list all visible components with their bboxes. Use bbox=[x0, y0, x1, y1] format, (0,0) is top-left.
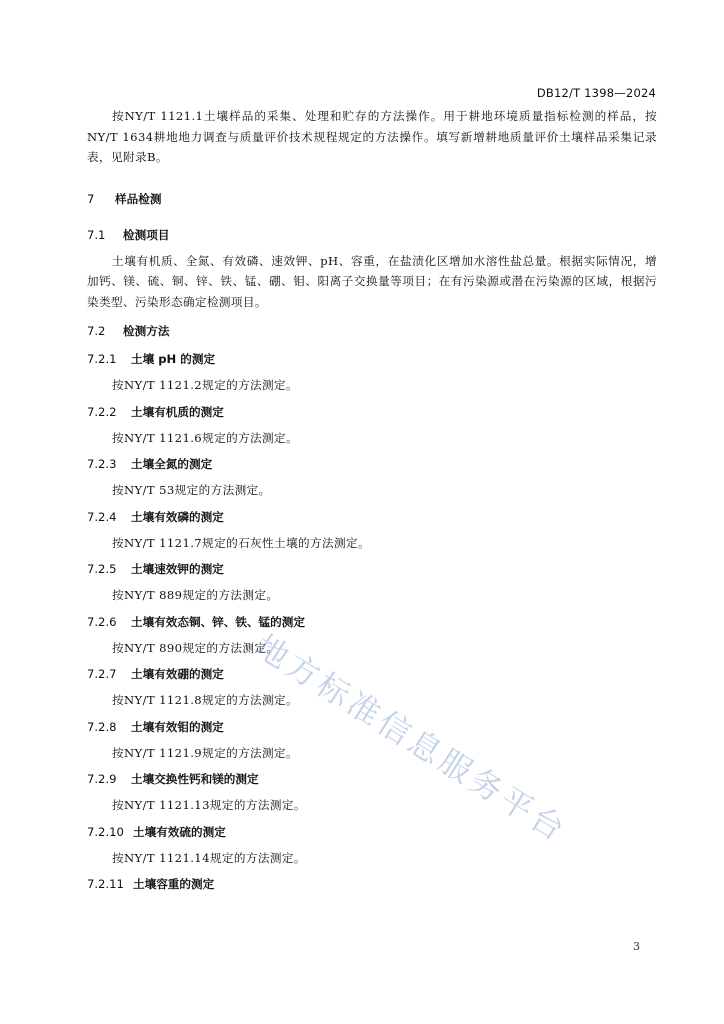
subsection-paragraph: 按NY/T 1121.6规定的方法测定。 bbox=[112, 430, 299, 445]
method-item bbox=[87, 874, 657, 894]
method-item bbox=[87, 559, 657, 606]
watermark: 地方标准信息服务平台 bbox=[248, 627, 575, 851]
method-item bbox=[87, 717, 657, 764]
method-item bbox=[87, 612, 657, 659]
subsection-heading bbox=[87, 664, 657, 684]
subsection-heading bbox=[87, 874, 657, 894]
subsection-heading bbox=[87, 559, 657, 579]
subsection-number: 7.2.6 bbox=[87, 614, 117, 629]
subsection-title: 土壤有效钼的测定 bbox=[131, 719, 224, 734]
subsection-heading bbox=[87, 454, 657, 474]
subsection-heading bbox=[87, 769, 657, 789]
subsection-heading bbox=[87, 612, 657, 632]
section-number: 7.2 bbox=[87, 324, 106, 338]
subsection-number: 7.2.10 bbox=[87, 824, 124, 839]
subsection-paragraph: 按NY/T 889规定的方法测定。 bbox=[112, 588, 279, 602]
subsection-title: 土壤 pH 的测定 bbox=[131, 352, 216, 366]
method-item bbox=[87, 769, 657, 816]
subsection-title: 土壤有效硫的测定 bbox=[133, 824, 226, 839]
section-7-1-paragraph: 土壤有机质、全氮、有效磷、速效钾、pH、容重，在盐渍化区增加水溶性盐总量。根据实际情况，增加钙、镁、硫、铜、锌、铁、锰、硼、钼、阳离子交换量等项目；在有污染源或潜在污染源的区域，根据污染类型、污染形态确定检测项目。 bbox=[87, 253, 657, 309]
subsection-paragraph: 按NY/T 53规定的方法测定。 bbox=[112, 483, 271, 497]
subsection-title: 土壤有机质的测定 bbox=[131, 404, 224, 419]
section-number: 7.1 bbox=[87, 227, 106, 242]
subsection-paragraph: 按NY/T 1121.8规定的方法测定。 bbox=[112, 693, 299, 707]
subsection-paragraph: 按NY/T 890规定的方法测定。 bbox=[112, 640, 279, 655]
subsection-number: 7.2.9 bbox=[87, 772, 117, 786]
method-item bbox=[87, 349, 657, 396]
method-item bbox=[87, 822, 657, 869]
section-title: 样品检测 bbox=[115, 191, 162, 206]
subsection-paragraph: 按NY/T 1121.7规定的石灰性土壤的方法测定。 bbox=[112, 535, 370, 550]
subsection-title: 土壤速效钾的测定 bbox=[131, 562, 224, 576]
document-body bbox=[87, 106, 657, 900]
section-7-heading bbox=[87, 189, 657, 209]
subsection-heading bbox=[87, 507, 657, 527]
method-item bbox=[87, 402, 657, 449]
method-item bbox=[87, 454, 657, 501]
subsection-paragraph: 按NY/T 1121.14规定的方法测定。 bbox=[112, 850, 306, 865]
subsection-title: 土壤容重的测定 bbox=[133, 877, 215, 891]
subsection-number: 7.2.1 bbox=[87, 352, 117, 366]
subsection-number: 7.2.3 bbox=[87, 457, 117, 471]
method-list bbox=[87, 349, 657, 894]
section-7-2-heading bbox=[87, 321, 657, 341]
subsection-number: 7.2.8 bbox=[87, 719, 117, 734]
subsection-number: 7.2.2 bbox=[87, 404, 117, 419]
subsection-heading bbox=[87, 402, 657, 422]
subsection-heading bbox=[87, 349, 657, 369]
subsection-heading bbox=[87, 717, 657, 737]
subsection-paragraph: 按NY/T 1121.2规定的方法测定。 bbox=[112, 378, 299, 392]
section-title: 检测方法 bbox=[123, 324, 170, 338]
subsection-paragraph: 按NY/T 1121.9规定的方法测定。 bbox=[112, 745, 299, 760]
doc-id: DB12/T 1398—2024 bbox=[536, 86, 656, 100]
method-item bbox=[87, 664, 657, 711]
subsection-title: 土壤全氮的测定 bbox=[131, 457, 213, 471]
subsection-title: 土壤有效硼的测定 bbox=[131, 667, 224, 681]
intro-paragraph: 按NY/T 1121.1土壤样品的采集、处理和贮存的方法操作。用于耕地环境质量指标检测的样品，按NY/T 1634耕地地力调查与质量评价技术规程规定的方法操作。填写新增耕地质量评价土壤样品采集记录表，见附录B。 bbox=[87, 109, 657, 164]
subsection-number: 7.2.5 bbox=[87, 562, 117, 576]
method-item bbox=[87, 507, 657, 554]
subsection-heading bbox=[87, 822, 657, 842]
section-7-1-heading bbox=[87, 225, 657, 245]
subsection-title: 土壤交换性钙和镁的测定 bbox=[131, 772, 259, 786]
subsection-number: 7.2.7 bbox=[87, 667, 117, 681]
subsection-title: 土壤有效磷的测定 bbox=[131, 509, 224, 524]
page-number: 3 bbox=[633, 940, 640, 953]
subsection-title: 土壤有效态铜、锌、铁、锰的测定 bbox=[131, 614, 305, 629]
subsection-paragraph: 按NY/T 1121.13规定的方法测定。 bbox=[112, 798, 306, 812]
section-number: 7 bbox=[87, 191, 95, 206]
section-title: 检测项目 bbox=[123, 227, 170, 242]
subsection-number: 7.2.11 bbox=[87, 877, 124, 891]
subsection-number: 7.2.4 bbox=[87, 509, 117, 524]
